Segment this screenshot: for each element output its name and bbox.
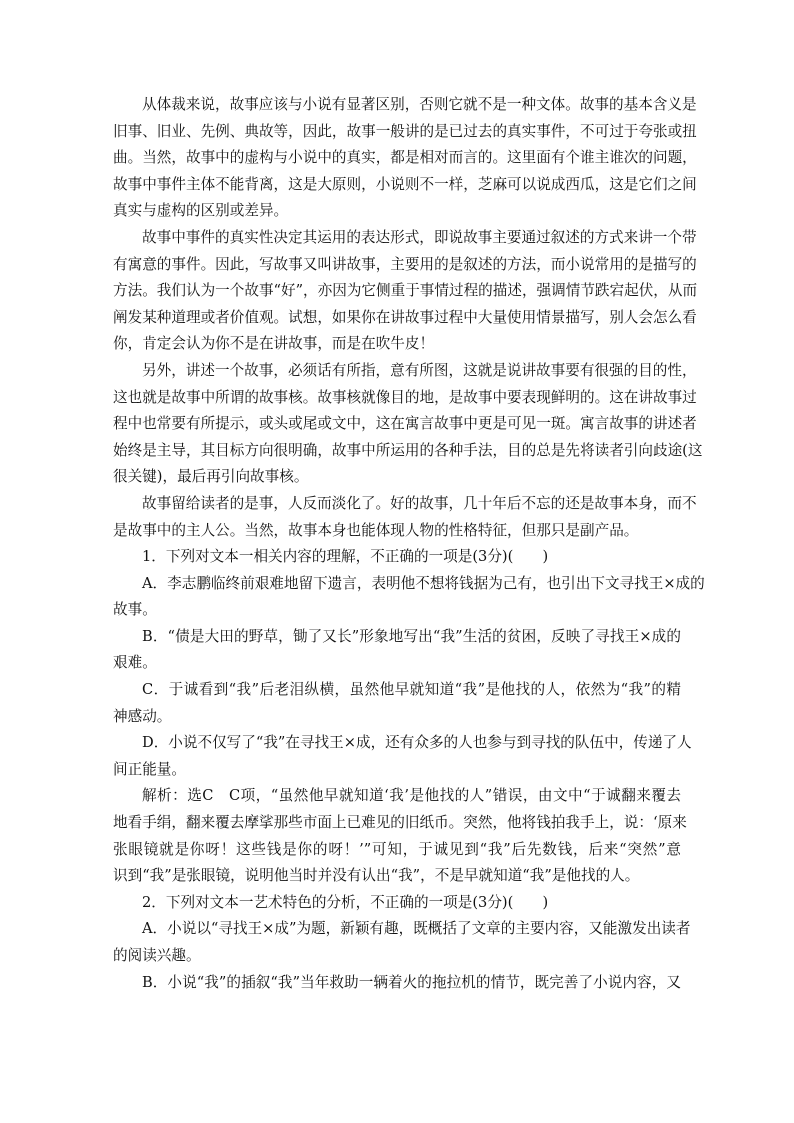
para3-line5: 很关键)，最后再引向故事核。 xyxy=(113,468,309,486)
q1-analysis-line4: 识到“我”是张眼镜，说明他当时并没有认出“我”，不是早就知道“我”是他找的人。 xyxy=(113,867,640,885)
para3-line4: 始终是主导，其目标方向很明确，故事中所运用的各种手法，目的总是先将读者引向歧途(这 xyxy=(113,441,703,459)
q1-option-d-line2: 间正能量。 xyxy=(113,760,186,778)
para2-line4: 阐发某种道理或者价值观。试想，如果你在讲故事过程中大量使用情景描写，别人会怎么看 xyxy=(113,308,697,326)
q1-analysis-line3: 张眼镜就是你呀！这些钱是你的呀！’”可知，于诚见到“我”后先数钱，后来“突然”意 xyxy=(113,840,681,858)
q1-option-a-line2: 故事。 xyxy=(113,601,157,619)
q2-option-a-line2: 的阅读兴趣。 xyxy=(113,947,201,964)
q1-analysis-line1: 解析：选C C项，“虽然他早就知道‘我’是他找的人”错误，由文中“于诚翻来覆去 xyxy=(142,787,681,805)
para1-line4: 故事中事件主体不能背离，这是大原则，小说则不一样，芝麻可以说成西瓜，这是它们之间 xyxy=(113,175,697,193)
document-page xyxy=(113,92,705,996)
para3-line1: 另外，讲述一个故事，必须话有所指，意有所图，这就是说讲故事要有很强的目的性， xyxy=(142,361,697,379)
para2-line2: 有寓意的事件。因此，写故事又叫讲故事，主要用的是叙述的方法，而小说常用的是描写的 xyxy=(113,255,697,273)
para4-line2: 是故事中的主人公。当然，故事本身也能体现人物的性格特征，但那只是副产品。 xyxy=(113,521,639,539)
question1-stem: 1．下列对文本一相关内容的理解，不正确的一项是(3分)( ) xyxy=(142,548,549,566)
para1-line1: 从体裁来说，故事应该与小说有显著区别，否则它就不是一种文体。故事的基本含义是 xyxy=(142,96,697,113)
q1-option-c-line2: 神感动。 xyxy=(113,707,172,725)
question2-stem: 2．下列对文本一艺术特色的分析，不正确的一项是(3分)( ) xyxy=(142,893,549,911)
q2-option-b-line1: B．小说“我”的插叙“我”当年救助一辆着火的拖拉机的情节，既完善了小说内容，又 xyxy=(142,973,681,991)
q1-option-c-line1: C．于诚看到“我”后老泪纵横，虽然他早就知道“我”是他找的人，依然为“我”的精 xyxy=(142,681,681,699)
para1-line2: 旧事、旧业、先例、典故等，因此，故事一般讲的是已过去的真实事件，不可过于夸张或扭 xyxy=(113,122,697,140)
para3-line3: 程中也常要有所提示，或头或尾或文中，这在寓言故事中更是可见一斑。寓言故事的讲述者 xyxy=(113,415,697,433)
para2-line1: 故事中事件的真实性决定其运用的表达形式，即说故事主要通过叙述的方式来讲一个带 xyxy=(142,228,697,246)
q1-option-b-line1: B．“债是大田的野草，锄了又长”形象地写出“我”生活的贫困，反映了寻找王×成的 xyxy=(142,627,681,645)
para1-line3: 曲。当然，故事中的虚构与小说中的真实，都是相对而言的。这里面有个谁主谁次的问题， xyxy=(113,149,697,167)
q1-option-a-line1: A．李志鹏临终前艰难地留下遗言，表明他不想将钱据为己有，也引出下文寻找王×成的 xyxy=(142,574,705,592)
para2-line5: 你，肯定会认为你不是在讲故事，而是在吹牛皮！ xyxy=(113,335,435,353)
q2-option-a-line1: A．小说以“寻找王×成”为题，新颖有趣，既概括了文章的主要内容，又能激发出读者 xyxy=(142,920,691,938)
para2-line3: 方法。我们认为一个故事“好”，亦因为它侧重于事情过程的描述，强调情节跌宕起伏，从而 xyxy=(113,282,698,300)
q1-option-d-line1: D．小说不仅写了“我”在寻找王×成，还有众多的人也参与到寻找的队伍中，传递了人 xyxy=(142,734,692,752)
para3-line2: 这也就是故事中所谓的故事核。故事核就像目的地，是故事中要表现鲜明的。这在讲故事过 xyxy=(113,388,697,406)
para1-line5: 真实与虚构的区别或差异。 xyxy=(113,202,289,220)
para4-line1: 故事留给读者的是事，人反而淡化了。好的故事，几十年后不忘的还是故事本身，而不 xyxy=(142,494,697,512)
q1-option-b-line2: 艰难。 xyxy=(113,654,157,672)
q1-analysis-line2: 地看手绢，翻来覆去摩挲那些市面上已难见的旧纸币。突然，他将钱拍我手上，说：‘原来 xyxy=(113,814,687,832)
